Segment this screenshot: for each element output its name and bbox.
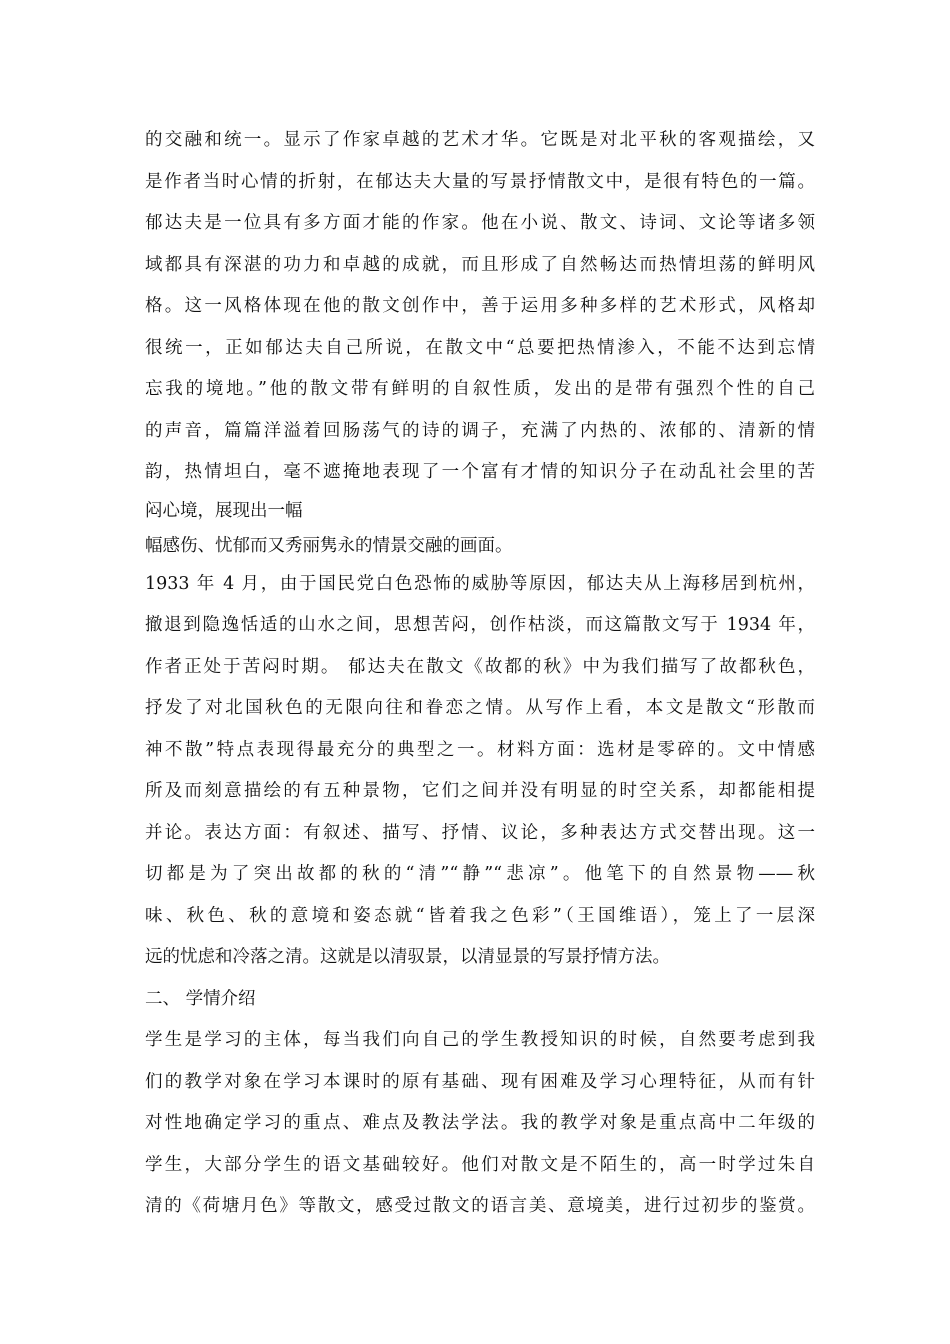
text-line: 郁达夫是一位具有多方面才能的作家。他在小说、散文、诗词、文论等诸多领 bbox=[145, 213, 815, 233]
text-line: 韵，热情坦白，毫不遮掩地表现了一个富有才情的知识分子在动乱社会里的苦 bbox=[145, 462, 815, 482]
text-line: 清的《荷塘月色》等散文，感受过散文的语言美、意境美，进行过初步的鉴赏。 bbox=[145, 1196, 815, 1216]
text-line: 对性地确定学习的重点、难点及教法学法。我的教学对象是重点高中二年级的 bbox=[145, 1113, 815, 1133]
text-line: 抒发了对北国秋色的无限向往和眷恋之情。从写作上看，本文是散文“形散而 bbox=[145, 698, 815, 718]
text-line: 学生，大部分学生的语文基础较好。他们对散文是不陌生的，高一时学过朱自 bbox=[145, 1154, 815, 1175]
text-line: 的交融和统一。显示了作家卓越的艺术才华。它既是对北平秋的客观描绘，又 bbox=[145, 130, 815, 150]
text-line: 域都具有深湛的功力和卓越的成就，而且形成了自然畅达而热情坦荡的鲜明风 bbox=[145, 254, 815, 275]
text-line: 是作者当时心情的折射，在郁达夫大量的写景抒情散文中，是很有特色的一篇。 bbox=[145, 171, 815, 192]
text-line: 的声音，篇篇洋溢着回肠荡气的诗的调子，充满了内热的、浓郁的、清新的情 bbox=[145, 420, 815, 441]
text-line: 远的忧虑和冷落之清。这就是以清驭景，以清显景的写景抒情方法。 bbox=[145, 947, 670, 967]
text-line: 二、 学情介绍 bbox=[145, 988, 256, 1009]
text-line: 幅感伤、忧郁而又秀丽隽永的情景交融的画面。 bbox=[145, 535, 513, 556]
text-line: 格。这一风格体现在他的散文创作中，善于运用多种多样的艺术形式，风格却 bbox=[145, 296, 815, 316]
text-line: 闷心境，展现出一幅 bbox=[145, 500, 303, 521]
text-line: 切都是为了突出故都的秋的“清”“静”“悲凉”。他笔下的自然景物——秋 bbox=[145, 864, 815, 884]
text-line: 撤退到隐逸恬适的山水之间，思想苦闷，创作枯淡，而这篇散文写于 1934 年， bbox=[145, 615, 815, 635]
text-line: 所及而刻意描绘的有五种景物，它们之间并没有明显的时空关系，却都能相提 bbox=[145, 781, 815, 801]
text-line: 们的教学对象在学习本课时的原有基础、现有困难及学习心理特征，从而有针 bbox=[145, 1071, 815, 1092]
text-line: 很统一，正如郁达夫自己所说，在散文中“总要把热情渗入，不能不达到忘情 bbox=[145, 337, 815, 358]
text-line: 学生是学习的主体，每当我们向自己的学生教授知识的时候，自然要考虑到我 bbox=[145, 1030, 815, 1050]
text-line: 1933 年 4 月，由于国民党白色恐怖的威胁等原因，郁达夫从上海移居到杭州， bbox=[145, 573, 815, 594]
text-line: 神不散”特点表现得最充分的典型之一。材料方面：选材是零碎的。文中情感 bbox=[145, 739, 815, 760]
text-line: 作者正处于苦闷时期。 郁达夫在散文《故都的秋》中为我们描写了故都秋色， bbox=[145, 656, 815, 677]
body-text bbox=[145, 120, 815, 1228]
text-line: 忘我的境地。”他的散文带有鲜明的自叙性质，发出的是带有强烈个性的自己 bbox=[145, 379, 815, 399]
text-line: 并论。表达方面：有叙述、描写、抒情、议论，多种表达方式交替出现。这一 bbox=[145, 822, 815, 843]
text-line: 味、秋色、秋的意境和姿态就“皆着我之色彩”（王国维语），笼上了一层深 bbox=[145, 905, 815, 926]
